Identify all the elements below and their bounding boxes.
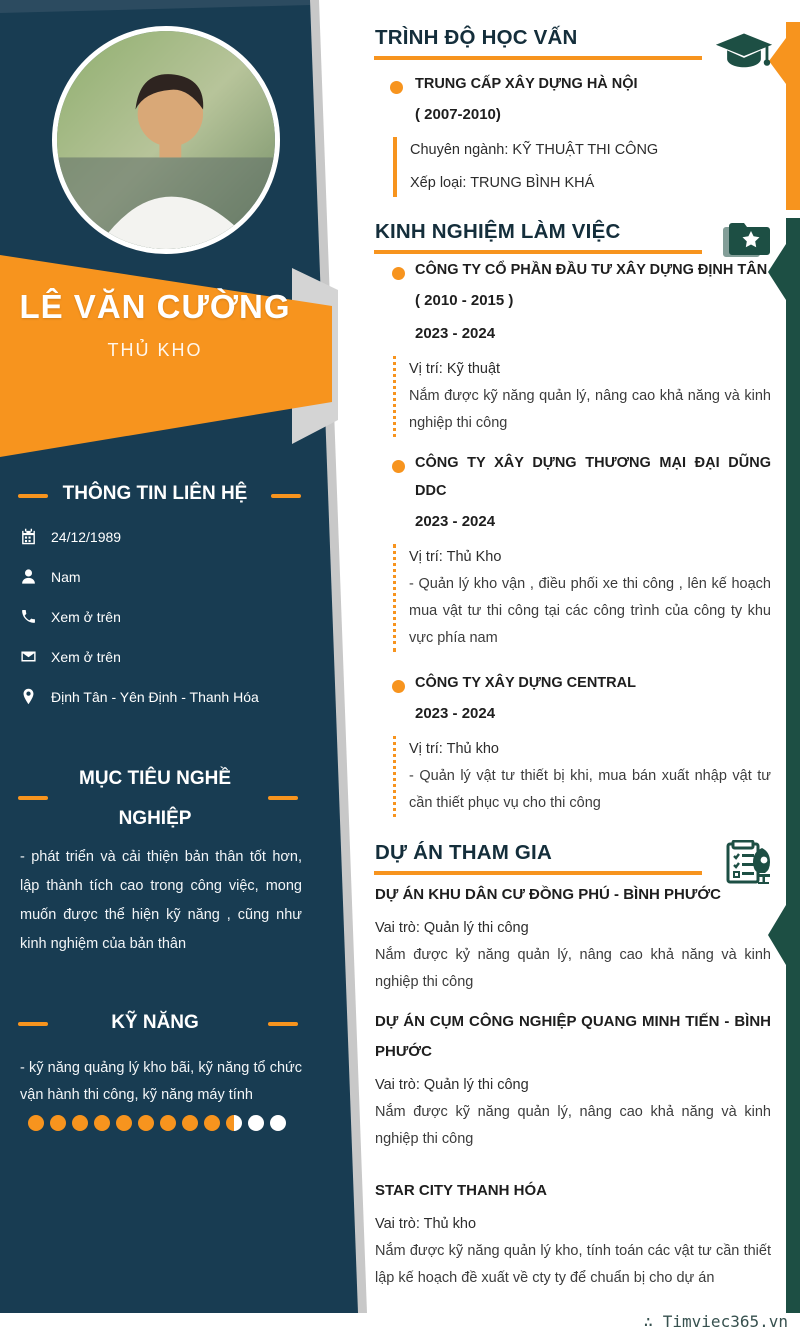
skill-dot: [248, 1115, 264, 1131]
contact-list: [20, 528, 300, 728]
job-description: - Quản lý vật tư thiết bị khi, mua bán xuất nhập vật tư cần thiết phục vụ cho thi công: [409, 768, 771, 811]
skill-dot: [270, 1115, 286, 1131]
skill-dots: [28, 1115, 286, 1131]
objective-text: - phát triển và cải thiện bản thân tốt hơn, lập thành tích cao trong công việc, mong muốn được thể hiện kỹ năng , cũng như kinh nghiệm của bản thân: [20, 849, 302, 952]
heading-dash: [18, 494, 48, 498]
objective-heading-line2: NGHIỆP: [118, 808, 192, 829]
experience-section-heading: KINH NGHIỆM LÀM VIỆC: [375, 220, 621, 243]
avatar: [52, 26, 280, 254]
job-description: - Quản lý kho vận , điều phối xe thi công , lên kế hoạch mua vật tư thi công tại các công trình của công ty khu vực phía nam: [409, 576, 771, 646]
heading-dash: [268, 1022, 298, 1026]
skill-dot: [28, 1115, 44, 1131]
contact-text: Xem ở trên: [51, 608, 121, 625]
project-role: Vai trò: Quản lý thi công: [375, 920, 529, 936]
job-detail: [393, 356, 771, 437]
heading-dash: [271, 494, 301, 498]
project-role: Vai trò: Quản lý thi công: [375, 1077, 529, 1093]
skill-dot: [72, 1115, 88, 1131]
job-position: Vị trí: Thủ Kho: [409, 549, 502, 565]
experience-underline: [374, 250, 702, 254]
person-icon: [20, 568, 37, 585]
skill-dot: [138, 1115, 154, 1131]
company-name: CÔNG TY CỔ PHẦN ĐẦU TƯ XÂY DỰNG ĐỊNH TÂN: [415, 262, 768, 278]
skill-dot: [160, 1115, 176, 1131]
candidate-job-title: THỦ KHO: [107, 340, 203, 360]
project-description: Nắm được kỷ năng quản lý, nâng cao khả năng và kinh nghiệp thi công: [375, 947, 771, 990]
folder-star-icon: [722, 219, 772, 261]
entry-bullet: [390, 81, 403, 94]
skill-dot: [50, 1115, 66, 1131]
company-name: CÔNG TY XÂY DỰNG CENTRAL: [415, 675, 636, 691]
education-detail: [393, 137, 771, 197]
project-description: Nắm được kỹ năng quản lý kho, tính toán các vật tư cần thiết lập kế hoạch đề xuất về cty ty để chuẩn bị cho dự án: [375, 1243, 771, 1286]
skills-heading: KỸ NĂNG: [111, 1012, 199, 1033]
heading-dash: [18, 796, 48, 800]
phone-icon: [20, 608, 37, 625]
skill-dot: [226, 1115, 242, 1131]
envelope-icon: [20, 648, 37, 665]
company-name: CÔNG TY XÂY DỰNG THƯƠNG MẠI ĐẠI DŨNG DDC: [415, 455, 771, 499]
entry-bullet: [392, 267, 405, 280]
job-detail: [393, 544, 771, 652]
project-title: DỰ ÁN CỤM CÔNG NGHIỆP QUANG MINH TIẾN - BÌNH PHƯỚC: [375, 1013, 771, 1060]
contact-row-phone: [20, 608, 300, 625]
education-grade: Xếp loại: TRUNG BÌNH KHÁ: [410, 175, 595, 191]
job-period: 2023 - 2024: [415, 705, 496, 722]
contact-row-address: [20, 688, 300, 705]
job-position: Vị trí: Kỹ thuật: [409, 361, 501, 377]
skills-text: - kỹ năng quảng lý kho bãi, kỹ năng tổ chức vận hành thi công, kỹ năng máy tính: [20, 1060, 302, 1103]
contact-row-gender: [20, 568, 300, 585]
entry-bullet: [392, 680, 405, 693]
job-period: ( 2010 - 2015 ): [415, 292, 514, 309]
job-detail: [393, 736, 771, 817]
experience-ribbon: [768, 218, 800, 1313]
project-title: STAR CITY THANH HÓA: [375, 1182, 547, 1199]
job-entry: [409, 256, 771, 437]
contact-text: 24/12/1989: [51, 528, 122, 545]
heading-dash: [268, 796, 298, 800]
job-period: 2023 - 2024: [415, 513, 496, 530]
calendar-icon: [20, 528, 37, 545]
school-name: TRUNG CẤP XÂY DỰNG HÀ NỘI: [415, 76, 638, 92]
education-entry: [410, 70, 771, 197]
contact-text: Định Tân - Yên Định - Thanh Hóa: [51, 688, 259, 705]
entry-bullet: [392, 460, 405, 473]
contact-text: Xem ở trên: [51, 648, 121, 665]
project-entry: [375, 880, 771, 996]
heading-dash: [18, 1022, 48, 1026]
contact-heading: THÔNG TIN LIÊN HỆ: [62, 483, 248, 504]
job-period: 2023 - 2024: [415, 325, 496, 342]
job-description: Nắm được kỹ năng quản lý, nâng cao khả năng và kinh nghiệp thi công: [409, 388, 771, 431]
project-description: Nắm được kỹ năng quản lý, nâng cao khả năng và kinh nghiệp thi công: [375, 1104, 771, 1147]
education-years: ( 2007-2010): [415, 106, 501, 123]
candidate-name: LÊ VĂN CƯỜNG: [19, 288, 291, 325]
project-role: Vai trò: Thủ kho: [375, 1216, 477, 1232]
education-major: Chuyên ngành: KỸ THUẬT THI CÔNG: [410, 142, 659, 158]
objective-heading-line1: MỤC TIÊU NGHỀ: [79, 768, 231, 789]
skill-dot: [204, 1115, 220, 1131]
contact-row-birthday: [20, 528, 300, 545]
survey-checklist-icon: [726, 840, 774, 884]
job-entry: [409, 449, 771, 652]
skill-dot: [116, 1115, 132, 1131]
location-pin-icon: [20, 688, 37, 705]
project-title: DỰ ÁN KHU DÂN CƯ ĐỒNG PHÚ - BÌNH PHƯỚC: [375, 886, 721, 903]
skill-dot: [94, 1115, 110, 1131]
project-entry: [375, 1176, 771, 1292]
brand-watermark: ∴ Timviec365.vn: [643, 1312, 788, 1331]
projects-section-heading: DỰ ÁN THAM GIA: [375, 841, 552, 864]
contact-text: Nam: [51, 568, 81, 585]
skill-dot: [182, 1115, 198, 1131]
education-section-heading: TRÌNH ĐỘ HỌC VẤN: [375, 26, 578, 49]
job-position: Vị trí: Thủ kho: [409, 741, 499, 757]
job-entry: [409, 669, 771, 817]
education-underline: [374, 56, 702, 60]
projects-underline: [374, 871, 702, 875]
contact-row-email: [20, 648, 300, 665]
project-entry: [375, 1007, 771, 1153]
portrait-photo-placeholder: [57, 31, 275, 249]
